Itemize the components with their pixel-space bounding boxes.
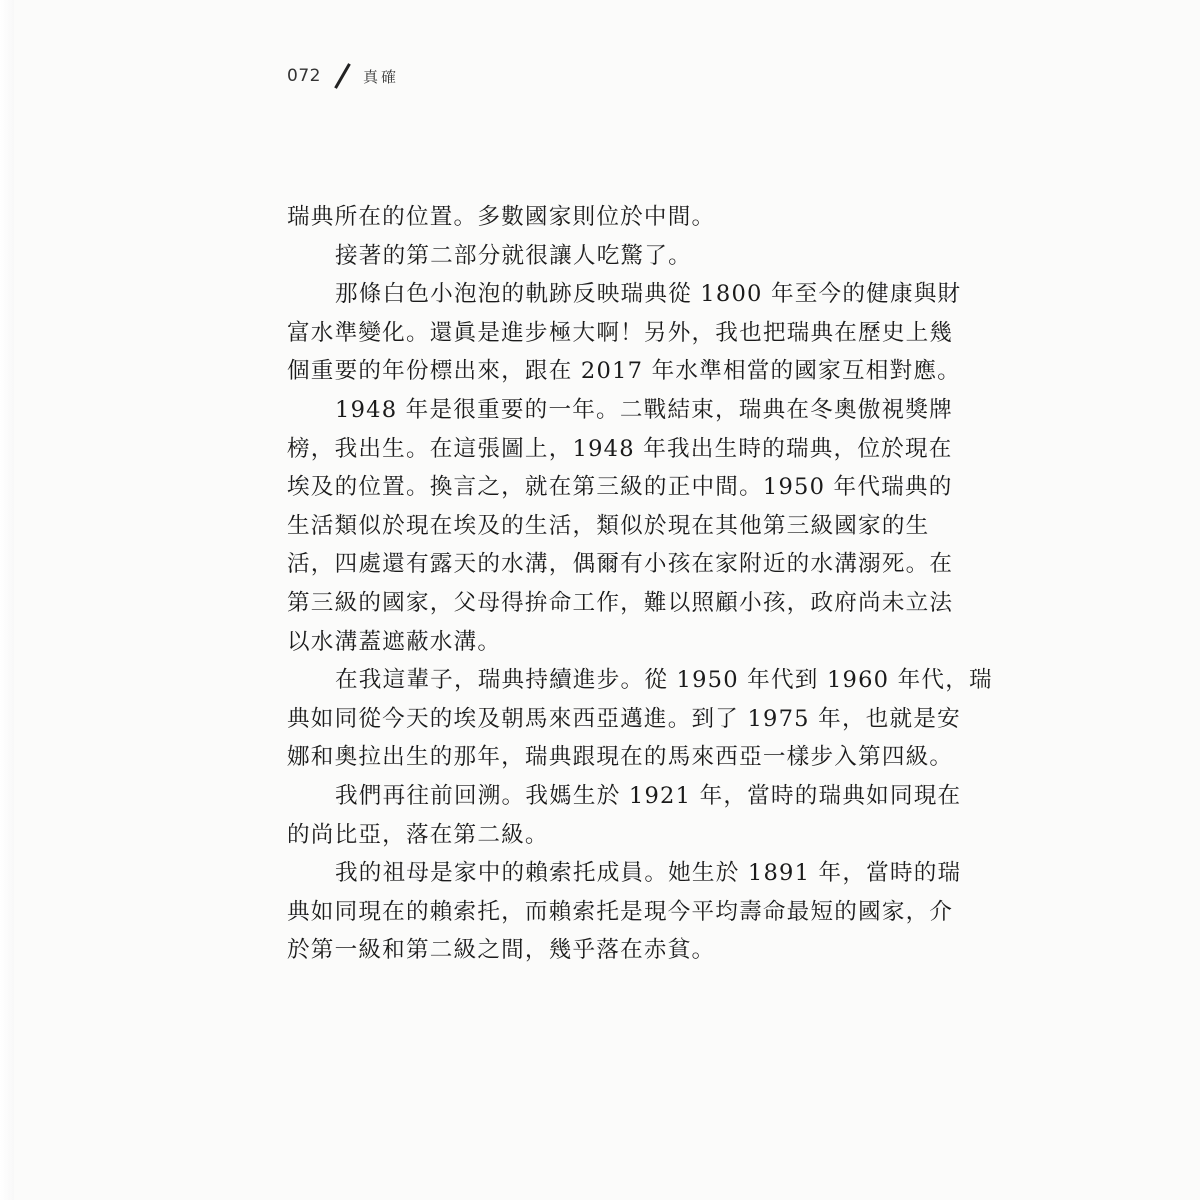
text-line: 埃及的位置。換言之，就在第三級的正中間。1950 年代瑞典的 <box>287 474 953 501</box>
text-line: 活，四處還有露天的水溝，偶爾有小孩在家附近的水溝溺死。在 <box>287 551 954 578</box>
text-line: 在我這輩子，瑞典持續進步。從 1950 年代到 1960 年代，瑞 <box>335 667 993 694</box>
page-edge <box>0 0 14 1200</box>
text-line: 生活類似於現在埃及的生活，類似於現在其他第三級國家的生 <box>287 512 930 539</box>
text-line: 我的祖母是家中的賴索托成員。她生於 1891 年，當時的瑞 <box>335 860 962 887</box>
text-line: 的尚比亞，落在第二級。 <box>287 821 549 848</box>
text-line: 我們再往前回溯。我媽生於 1921 年，當時的瑞典如同現在 <box>335 782 962 809</box>
text-line: 榜，我出生。在這張圖上，1948 年我出生時的瑞典，位於現在 <box>287 435 953 462</box>
slash-divider-icon <box>335 63 349 89</box>
text-line: 第三級的國家，父母得拚命工作，難以照顧小孩，政府尚未立法 <box>287 589 954 616</box>
text-line: 典如同從今天的埃及朝馬來西亞邁進。到了 1975 年，也就是安 <box>287 705 961 732</box>
text-line: 富水準變化。還眞是進步極大啊！另外，我也把瑞典在歷史上幾 <box>287 319 954 346</box>
text-line: 個重要的年份標出來，跟在 2017 年水準相當的國家互相對應。 <box>287 358 961 385</box>
text-line: 典如同現在的賴索托，而賴索托是現今平均壽命最短的國家，介 <box>287 898 954 925</box>
running-title: 真確 <box>362 67 399 86</box>
text-line: 於第一級和第二級之間，幾乎落在赤貧。 <box>287 937 716 964</box>
text-line: 娜和奧拉出生的那年，瑞典跟現在的馬來西亞一樣步入第四級。 <box>287 744 954 771</box>
text-line: 以水溝蓋遮蔽水溝。 <box>287 628 502 655</box>
text-line: 瑞典所在的位置。多數國家則位於中間。 <box>287 204 716 230</box>
body-text <box>287 198 993 970</box>
page-number: 072 <box>287 66 321 86</box>
text-line: 接著的第二部分就很讓人吃驚了。 <box>335 242 692 269</box>
text-line: 那條白色小泡泡的軌跡反映瑞典從 1800 年至今的健康與財 <box>335 281 962 308</box>
running-head <box>287 58 399 94</box>
text-line: 1948 年是很重要的一年。二戰結束，瑞典在冬奧傲視獎牌 <box>335 396 953 423</box>
